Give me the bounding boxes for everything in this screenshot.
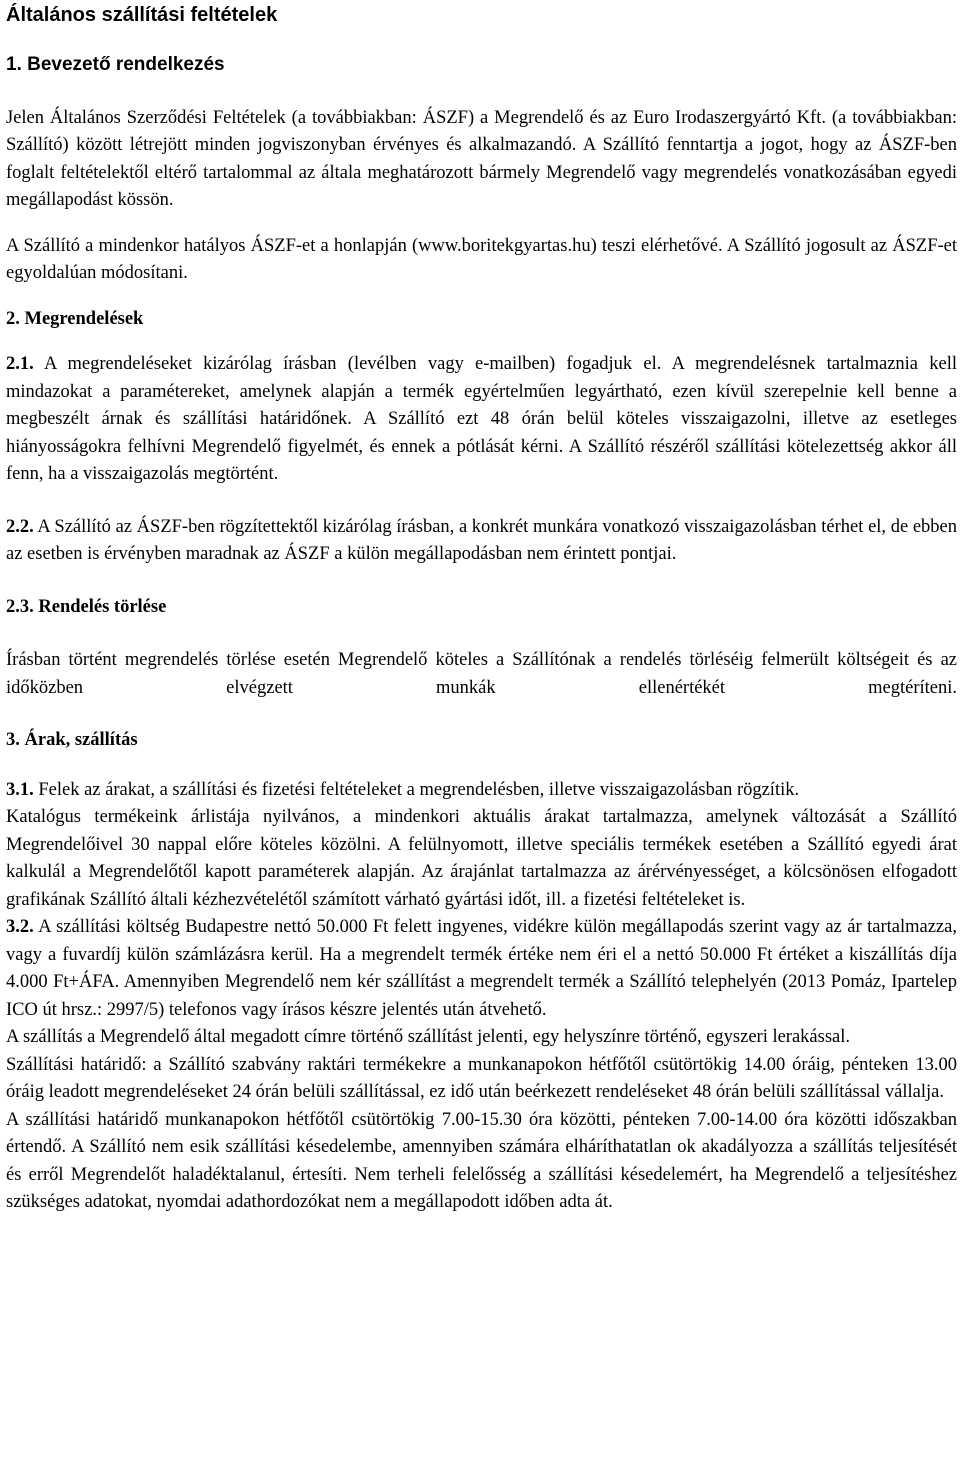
paragraph-2-3-text: Írásban történt megrendelés törlése esetén Megrendelő köteles a Szállítónak a rendelés törléséig felmerült költségeit és az időközben elvégzett munkák ellenértékét megtéríteni. [6,650,957,698]
paragraph-3-1-number: 3.1. [6,779,34,800]
paragraph-3-1-text: Felek az árakat, a szállítási és fizetési feltételeket a megrendelésben, illetve visszaigazolásban rögzítik. [38,779,800,800]
paragraph-3-1 [6,777,957,805]
section-1-paragraph-1: Jelen Általános Szerződési Feltételek (a továbbiakban: ÁSZF) a Megrendelő és az Euro Irodaszergyártó Kft. (a továbbiakban: Szállító) között létrejött minden jogviszonyban érvényes és alkalmazandó. A Szállító fenntartja a jogot, hogy az ÁSZF-ben foglalt feltételektől eltérő tartalommal az általa meghatározott bármely Megrendelő vagy megrendelés vonatkozásában egyedi megállapodást kössön. [6,107,957,210]
paragraph-2-2-number: 2.2. [6,516,34,537]
paragraph-2-3-heading [6,594,957,622]
paragraph-2-3-title: Rendelés törlése [38,596,167,617]
paragraph-2-1 [6,351,957,489]
paragraph-2-2-text: A Szállító az ÁSZF-ben rögzítettektől kizárólag írásban, a konkrét munkára vonatkozó visszaigazolásban térhet el, de ebben az esetben is érvényben maradnak az ÁSZF a külön megállapodásban nem érintett pontjai. [6,516,958,564]
paragraph-3-2-deadline: Szállítási határidő: a Szállító szabvány raktári termékekre a munkanapokon hétfőtől csütörtökig 14.00 óráig, pénteken 13.00 óráig leadott megrendeléseket 24 órán belüli szállítással, ez idő után beérkezett rendeléseket 48 órán belüli szállítással vállalja. [6,1054,957,1102]
paragraph-3-2-delivery: A szállítás a Megrendelő által megadott címre történő szállítást jelenti, egy helyszínre történő, egyszeri lerakással. [6,1027,851,1047]
paragraph-2-1-text: A megrendeléseket kizárólag írásban (levélben vagy e-mailben) fogadjuk el. A megrendelésnek tartalmaznia kell mindazokat a paramétereket, amelynek alapján a termék egyértelműen legyártható, ezen kívül szerepelnie kell benne a megbeszélt árnak és szállítási határidőnek. A Szállító ezt 48 órán belül köteles visszaigazolni, illetve az esetleges hiányosságokra felhívni Megrendelő figyelmét, és ennek a pótlását kérni. A Szállító részéről szállítási kötelezettség akkor áll fenn, ha a visszaigazolás megtörtént. [6,354,957,484]
section-3-heading: 3. Árak, szállítás [6,730,138,750]
paragraph-3-2-text: A szállítási költség Budapestre nettó 50.000 Ft felett ingyenes, vidékre külön megállapodás szerint vagy az ár tartalmazza, vagy a fuvardíj külön számlázásra kerül. Ha a megrendelt termék értéke nem éri el a nettó 50.000 Ft értéket a kiszállítás díja 4.000 Ft+ÁFA. Amennyiben Megrendelő nem kér szállítást a megrendelt termék a Szállító telephelyén (2013 Pomáz, Ipartelep ICO út hrsz.: 2997/5) telefonos vagy írásos készre jelentés után átvehető. [6,917,957,1020]
paragraph-3-2-hours: A szállítási határidő munkanapokon hétfőtől csütörtökig 7.00-15.30 óra közötti, pénteken 7.00-14.00 óra közötti időszakban értendő. A Szállító nem esik szállítási késedelembe, amennyiben számára elháríthatatlan ok akadályozza a szállítás teljesítését és erről Megrendelőt haladéktalanul, értesíti. Nem terheli felelősség a szállítási késedelemért, ha Megrendelő a teljesítéshez szükséges adatokat, nyomdai adathordozókat nem a megállapodott időben adta át. [6,1109,957,1212]
paragraph-3-2 [6,914,957,1024]
paragraph-2-3-number: 2.3. [6,596,34,617]
paragraph-3-2-number: 3.2. [6,917,34,937]
document-title: Általános szállítási feltételek [6,4,278,26]
section-2-heading: 2. Megrendelések [6,308,144,329]
section-1-paragraph-2: A Szállító a mindenkor hatályos ÁSZF-et a honlapján (www.boritekgyartas.hu) teszi elérhetővé. A Szállító jogosult az ÁSZF-et egyoldalúan módosítani. [6,235,957,283]
paragraph-2-2 [6,514,957,569]
paragraph-2-1-number: 2.1. [6,354,34,374]
paragraph-3-1-continued: Katalógus termékeink árlistája nyilvános, a mindenkori aktuális árakat tartalmazza, amelynek változását a Szállító Megrendelőivel 30 nappal előre köteles közölni. A felülnyomott, illetve speciális termékek esetében a Szállító egyedi árat kalkulál a Megrendelőtől kapott paraméterek alapján. Az árajánlat tartalmazza az árérvényességet, a kölcsönösen elfogadott grafikának Szállító általi kézhezvételétől számított várható gyártási időt, ill. a fizetési feltételeket is. [6,807,957,910]
section-1-heading: 1. Bevezető rendelkezés [6,54,225,75]
